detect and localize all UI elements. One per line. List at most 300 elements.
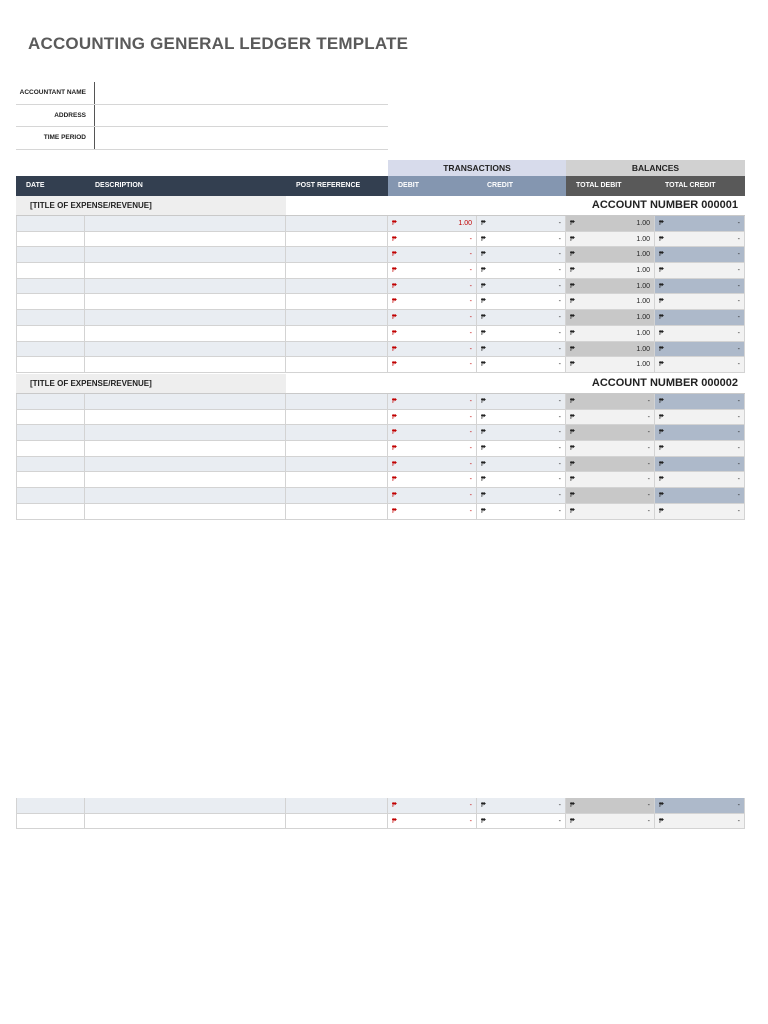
- peso-sign: ₱: [392, 220, 397, 227]
- column-group-header: [16, 160, 745, 176]
- date-cell[interactable]: [16, 504, 85, 519]
- credit-cell[interactable]: [477, 279, 566, 294]
- peso-sign: ₱: [570, 329, 575, 337]
- description-cell[interactable]: [85, 279, 286, 294]
- debit-cell[interactable]: [388, 310, 477, 325]
- date-cell[interactable]: [16, 263, 85, 278]
- table-row: [16, 425, 745, 441]
- table-row: [16, 357, 745, 373]
- debit-cell-value: -: [469, 507, 472, 515]
- total-debit-cell[interactable]: [566, 410, 655, 425]
- peso-sign: ₱: [392, 460, 397, 468]
- total-credit-cell-value: -: [737, 398, 740, 405]
- total-debit-cell-value: 1.00: [636, 329, 650, 337]
- column-header-row: [16, 176, 745, 196]
- section-title-row: [16, 196, 745, 216]
- credit-cell-value: -: [558, 282, 561, 290]
- date-cell[interactable]: [16, 279, 85, 294]
- total-debit-cell-value: -: [647, 413, 650, 421]
- credit-cell[interactable]: [477, 488, 566, 503]
- debit-cell-value: -: [469, 817, 472, 825]
- date-cell[interactable]: [16, 410, 85, 425]
- credit-cell[interactable]: [477, 425, 566, 440]
- column-header-description[interactable]: DESCRIPTION: [85, 176, 286, 196]
- post-reference-cell[interactable]: [286, 357, 388, 372]
- peso-sign: ₱: [570, 507, 575, 515]
- total-credit-cell[interactable]: [655, 342, 745, 357]
- debit-cell-value: -: [469, 329, 472, 337]
- post-reference-cell[interactable]: [286, 247, 388, 262]
- peso-sign: ₱: [570, 802, 575, 809]
- total-debit-cell-value: 1.00: [636, 282, 650, 290]
- date-cell[interactable]: [16, 441, 85, 456]
- post-reference-cell[interactable]: [286, 457, 388, 472]
- debit-cell[interactable]: [388, 326, 477, 341]
- table-row: [16, 294, 745, 310]
- table-row: [16, 394, 745, 410]
- debit-cell[interactable]: [388, 457, 477, 472]
- credit-cell[interactable]: [477, 216, 566, 231]
- table-row: [16, 472, 745, 488]
- total-credit-cell[interactable]: [655, 310, 745, 325]
- total-credit-cell[interactable]: [655, 326, 745, 341]
- peso-sign: ₱: [659, 220, 664, 227]
- total-credit-cell-value: -: [737, 817, 740, 825]
- peso-sign: ₱: [481, 413, 486, 421]
- peso-sign: ₱: [570, 429, 575, 437]
- peso-sign: ₱: [570, 460, 575, 468]
- total-debit-cell-value: -: [647, 429, 650, 437]
- peso-sign: ₱: [570, 413, 575, 421]
- total-credit-cell-value: -: [737, 361, 740, 369]
- peso-sign: ₱: [659, 507, 664, 515]
- peso-sign: ₱: [659, 476, 664, 484]
- date-cell[interactable]: [16, 457, 85, 472]
- credit-cell-value: -: [558, 329, 561, 337]
- peso-sign: ₱: [481, 398, 486, 405]
- peso-sign: ₱: [481, 220, 486, 227]
- column-header-total-debit[interactable]: TOTAL DEBIT: [566, 176, 655, 196]
- credit-cell[interactable]: [477, 472, 566, 487]
- ledger-section: [16, 374, 745, 520]
- description-cell[interactable]: [85, 232, 286, 247]
- peso-sign: ₱: [392, 251, 397, 259]
- peso-sign: ₱: [481, 460, 486, 468]
- post-reference-cell[interactable]: [286, 310, 388, 325]
- total-debit-cell[interactable]: [566, 357, 655, 372]
- description-cell[interactable]: [85, 326, 286, 341]
- credit-cell-value: -: [558, 345, 561, 353]
- date-cell[interactable]: [16, 472, 85, 487]
- description-cell[interactable]: [85, 441, 286, 456]
- debit-cell[interactable]: [388, 357, 477, 372]
- description-cell[interactable]: [85, 425, 286, 440]
- total-debit-cell-value: -: [647, 476, 650, 484]
- peso-sign: ₱: [659, 361, 664, 369]
- column-header-date[interactable]: DATE: [16, 176, 85, 196]
- description-cell[interactable]: [85, 394, 286, 409]
- peso-sign: ₱: [481, 235, 486, 243]
- total-credit-cell[interactable]: [655, 441, 745, 456]
- debit-cell-value: -: [469, 429, 472, 437]
- description-cell[interactable]: [85, 310, 286, 325]
- debit-cell[interactable]: [388, 247, 477, 262]
- total-credit-cell-value: -: [737, 298, 740, 306]
- peso-sign: ₱: [392, 413, 397, 421]
- credit-cell[interactable]: [477, 814, 566, 829]
- post-reference-cell[interactable]: [286, 425, 388, 440]
- post-reference-cell[interactable]: [286, 216, 388, 231]
- total-debit-cell[interactable]: [566, 472, 655, 487]
- post-reference-cell[interactable]: [286, 342, 388, 357]
- credit-cell-value: -: [558, 429, 561, 437]
- total-credit-cell[interactable]: [655, 457, 745, 472]
- peso-sign: ₱: [659, 445, 664, 453]
- total-debit-cell[interactable]: [566, 326, 655, 341]
- post-reference-cell[interactable]: [286, 326, 388, 341]
- total-debit-cell-value: 1.00: [636, 314, 650, 322]
- total-credit-cell-value: -: [737, 429, 740, 437]
- total-debit-cell-value: -: [647, 817, 650, 825]
- description-cell[interactable]: [85, 504, 286, 519]
- credit-cell[interactable]: [477, 441, 566, 456]
- total-debit-cell-value: 1.00: [636, 251, 650, 259]
- total-debit-cell-value: -: [647, 507, 650, 515]
- total-credit-cell[interactable]: [655, 263, 745, 278]
- credit-cell[interactable]: [477, 342, 566, 357]
- date-cell[interactable]: [16, 488, 85, 503]
- total-debit-cell[interactable]: [566, 216, 655, 231]
- time-period-field[interactable]: [95, 127, 388, 149]
- total-debit-cell[interactable]: [566, 488, 655, 503]
- address-field[interactable]: [95, 105, 388, 126]
- description-cell[interactable]: [85, 814, 286, 829]
- peso-sign: ₱: [659, 460, 664, 468]
- date-cell[interactable]: [16, 814, 85, 829]
- peso-sign: ₱: [570, 492, 575, 500]
- total-debit-cell[interactable]: [566, 247, 655, 262]
- total-credit-cell-value: -: [737, 329, 740, 337]
- credit-cell[interactable]: [477, 263, 566, 278]
- credit-cell[interactable]: [477, 394, 566, 409]
- total-debit-cell-value: 1.00: [636, 298, 650, 306]
- peso-sign: ₱: [481, 329, 486, 337]
- total-credit-cell-value: -: [737, 476, 740, 484]
- peso-sign: ₱: [481, 298, 486, 306]
- description-cell[interactable]: [85, 294, 286, 309]
- description-cell[interactable]: [85, 457, 286, 472]
- column-header-post-reference[interactable]: POST REFERENCE: [286, 176, 388, 196]
- peso-sign: ₱: [659, 314, 664, 322]
- total-credit-cell[interactable]: [655, 425, 745, 440]
- credit-cell[interactable]: [477, 247, 566, 262]
- peso-sign: ₱: [570, 476, 575, 484]
- total-credit-cell-value: -: [737, 802, 740, 809]
- peso-sign: ₱: [392, 817, 397, 825]
- date-cell[interactable]: [16, 394, 85, 409]
- total-debit-cell[interactable]: [566, 814, 655, 829]
- total-credit-cell[interactable]: [655, 488, 745, 503]
- date-cell[interactable]: [16, 798, 85, 813]
- credit-cell-value: -: [558, 413, 561, 421]
- debit-cell-value: -: [469, 445, 472, 453]
- total-credit-cell[interactable]: [655, 394, 745, 409]
- table-row: [16, 247, 745, 263]
- debit-cell[interactable]: [388, 394, 477, 409]
- peso-sign: ₱: [392, 235, 397, 243]
- total-debit-cell[interactable]: [566, 232, 655, 247]
- total-debit-cell[interactable]: [566, 441, 655, 456]
- total-credit-cell[interactable]: [655, 798, 745, 813]
- credit-cell[interactable]: [477, 294, 566, 309]
- credit-cell[interactable]: [477, 310, 566, 325]
- peso-sign: ₱: [570, 345, 575, 353]
- debit-cell[interactable]: [388, 410, 477, 425]
- debit-cell[interactable]: [388, 263, 477, 278]
- credit-cell[interactable]: [477, 410, 566, 425]
- credit-cell-value: -: [558, 267, 561, 275]
- credit-cell-value: -: [558, 445, 561, 453]
- total-debit-cell-value: -: [647, 398, 650, 405]
- column-header-credit[interactable]: CREDIT: [477, 176, 566, 196]
- peso-sign: ₱: [392, 282, 397, 290]
- credit-cell[interactable]: [477, 326, 566, 341]
- debit-cell[interactable]: [388, 504, 477, 519]
- date-cell[interactable]: [16, 357, 85, 372]
- total-debit-cell[interactable]: [566, 279, 655, 294]
- post-reference-cell[interactable]: [286, 263, 388, 278]
- description-cell[interactable]: [85, 263, 286, 278]
- description-cell[interactable]: [85, 357, 286, 372]
- peso-sign: ₱: [392, 361, 397, 369]
- total-credit-cell[interactable]: [655, 410, 745, 425]
- description-cell[interactable]: [85, 410, 286, 425]
- table-row: [16, 232, 745, 248]
- peso-sign: ₱: [570, 361, 575, 369]
- debit-cell[interactable]: [388, 342, 477, 357]
- date-cell[interactable]: [16, 247, 85, 262]
- credit-cell-value: -: [558, 460, 561, 468]
- post-reference-cell[interactable]: [286, 441, 388, 456]
- ledger-section: [16, 196, 745, 373]
- credit-cell[interactable]: [477, 357, 566, 372]
- peso-sign: ₱: [392, 398, 397, 405]
- peso-sign: ₱: [392, 314, 397, 322]
- balances-group-header: BALANCES: [566, 160, 745, 176]
- table-row: [16, 310, 745, 326]
- debit-cell-value: -: [469, 251, 472, 259]
- post-reference-cell[interactable]: [286, 232, 388, 247]
- credit-cell[interactable]: [477, 798, 566, 813]
- debit-cell[interactable]: [388, 425, 477, 440]
- total-debit-cell-value: -: [647, 802, 650, 809]
- description-cell[interactable]: [85, 472, 286, 487]
- peso-sign: ₱: [481, 345, 486, 353]
- total-debit-cell[interactable]: [566, 310, 655, 325]
- total-credit-cell[interactable]: [655, 814, 745, 829]
- total-credit-cell-value: -: [737, 235, 740, 243]
- total-debit-cell-value: 1.00: [636, 235, 650, 243]
- debit-cell-value: -: [469, 298, 472, 306]
- total-credit-cell-value: -: [737, 251, 740, 259]
- credit-cell-value: -: [558, 802, 561, 809]
- post-reference-cell[interactable]: [286, 488, 388, 503]
- date-cell[interactable]: [16, 326, 85, 341]
- debit-cell[interactable]: [388, 814, 477, 829]
- date-cell[interactable]: [16, 232, 85, 247]
- peso-sign: ₱: [392, 267, 397, 275]
- account-number[interactable]: ACCOUNT NUMBER 000002: [591, 377, 738, 389]
- total-credit-cell-value: -: [737, 220, 740, 227]
- total-debit-cell[interactable]: [566, 457, 655, 472]
- peso-sign: ₱: [481, 802, 486, 809]
- table-row: [16, 410, 745, 426]
- description-cell[interactable]: [85, 216, 286, 231]
- total-credit-cell[interactable]: [655, 357, 745, 372]
- debit-cell[interactable]: [388, 216, 477, 231]
- post-reference-cell[interactable]: [286, 294, 388, 309]
- date-cell[interactable]: [16, 216, 85, 231]
- debit-cell[interactable]: [388, 472, 477, 487]
- expense-revenue-title[interactable]: [TITLE OF EXPENSE/REVENUE]: [16, 196, 286, 215]
- total-debit-cell[interactable]: [566, 798, 655, 813]
- description-cell[interactable]: [85, 488, 286, 503]
- total-debit-cell[interactable]: [566, 425, 655, 440]
- peso-sign: ₱: [659, 802, 664, 809]
- debit-cell-value: -: [469, 361, 472, 369]
- debit-cell-value: 1.00: [458, 220, 472, 227]
- accountant-name-row: [16, 82, 388, 105]
- date-cell[interactable]: [16, 425, 85, 440]
- column-header-total-credit[interactable]: TOTAL CREDIT: [655, 176, 745, 196]
- peso-sign: ₱: [481, 445, 486, 453]
- description-cell[interactable]: [85, 247, 286, 262]
- date-cell[interactable]: [16, 310, 85, 325]
- credit-cell-value: -: [558, 251, 561, 259]
- total-debit-cell-value: 1.00: [636, 220, 650, 227]
- accountant-name-field[interactable]: [95, 82, 388, 104]
- peso-sign: ₱: [659, 429, 664, 437]
- table-row: [16, 279, 745, 295]
- post-reference-cell[interactable]: [286, 410, 388, 425]
- debit-cell[interactable]: [388, 488, 477, 503]
- description-cell[interactable]: [85, 342, 286, 357]
- debit-cell[interactable]: [388, 441, 477, 456]
- total-credit-cell[interactable]: [655, 294, 745, 309]
- total-debit-cell[interactable]: [566, 263, 655, 278]
- column-header-debit[interactable]: DEBIT: [388, 176, 477, 196]
- debit-cell[interactable]: [388, 294, 477, 309]
- date-cell[interactable]: [16, 294, 85, 309]
- total-credit-cell[interactable]: [655, 504, 745, 519]
- total-debit-cell[interactable]: [566, 342, 655, 357]
- post-reference-cell[interactable]: [286, 798, 388, 813]
- total-credit-cell-value: -: [737, 492, 740, 500]
- total-credit-cell-value: -: [737, 445, 740, 453]
- total-credit-cell[interactable]: [655, 472, 745, 487]
- total-debit-cell[interactable]: [566, 294, 655, 309]
- total-credit-cell[interactable]: [655, 247, 745, 262]
- peso-sign: ₱: [659, 413, 664, 421]
- total-credit-cell-value: -: [737, 460, 740, 468]
- total-credit-cell[interactable]: [655, 279, 745, 294]
- peso-sign: ₱: [570, 817, 575, 825]
- debit-cell-value: -: [469, 267, 472, 275]
- peso-sign: ₱: [392, 476, 397, 484]
- account-number[interactable]: ACCOUNT NUMBER 000001: [591, 199, 738, 211]
- debit-cell-value: -: [469, 314, 472, 322]
- peso-sign: ₱: [392, 802, 397, 809]
- peso-sign: ₱: [570, 445, 575, 453]
- peso-sign: ₱: [392, 329, 397, 337]
- total-debit-cell-value: 1.00: [636, 267, 650, 275]
- time-period-label: TIME PERIOD: [16, 127, 95, 149]
- total-debit-cell[interactable]: [566, 504, 655, 519]
- post-reference-cell[interactable]: [286, 279, 388, 294]
- peso-sign: ₱: [392, 429, 397, 437]
- peso-sign: ₱: [570, 251, 575, 259]
- credit-cell-value: -: [558, 492, 561, 500]
- peso-sign: ₱: [570, 282, 575, 290]
- post-reference-cell[interactable]: [286, 504, 388, 519]
- peso-sign: ₱: [570, 398, 575, 405]
- debit-cell-value: -: [469, 345, 472, 353]
- credit-cell[interactable]: [477, 232, 566, 247]
- peso-sign: ₱: [659, 267, 664, 275]
- peso-sign: ₱: [392, 445, 397, 453]
- expense-revenue-title[interactable]: [TITLE OF EXPENSE/REVENUE]: [16, 374, 286, 393]
- credit-cell[interactable]: [477, 504, 566, 519]
- peso-sign: ₱: [481, 361, 486, 369]
- peso-sign: ₱: [481, 476, 486, 484]
- table-row: [16, 488, 745, 504]
- post-reference-cell[interactable]: [286, 814, 388, 829]
- date-cell[interactable]: [16, 342, 85, 357]
- debit-cell-value: -: [469, 413, 472, 421]
- debit-cell[interactable]: [388, 798, 477, 813]
- accountant-name-label: ACCOUNTANT NAME: [16, 82, 95, 104]
- peso-sign: ₱: [659, 298, 664, 306]
- credit-cell-value: -: [558, 314, 561, 322]
- credit-cell-value: -: [558, 361, 561, 369]
- total-credit-cell[interactable]: [655, 216, 745, 231]
- description-cell[interactable]: [85, 798, 286, 813]
- debit-cell-value: -: [469, 282, 472, 290]
- peso-sign: ₱: [481, 267, 486, 275]
- address-label: ADDRESS: [16, 105, 95, 126]
- total-debit-cell[interactable]: [566, 394, 655, 409]
- post-reference-cell[interactable]: [286, 472, 388, 487]
- total-credit-cell-value: -: [737, 282, 740, 290]
- credit-cell-value: -: [558, 476, 561, 484]
- debit-cell[interactable]: [388, 232, 477, 247]
- transactions-group-header: TRANSACTIONS: [388, 160, 566, 176]
- debit-cell-value: -: [469, 802, 472, 809]
- credit-cell-value: -: [558, 507, 561, 515]
- post-reference-cell[interactable]: [286, 394, 388, 409]
- total-credit-cell-value: -: [737, 314, 740, 322]
- peso-sign: ₱: [659, 345, 664, 353]
- debit-cell[interactable]: [388, 279, 477, 294]
- credit-cell[interactable]: [477, 457, 566, 472]
- peso-sign: ₱: [481, 314, 486, 322]
- credit-cell-value: -: [558, 220, 561, 227]
- peso-sign: ₱: [570, 220, 575, 227]
- total-credit-cell[interactable]: [655, 232, 745, 247]
- address-row: [16, 105, 388, 127]
- time-period-row: [16, 127, 388, 150]
- table-row: [16, 342, 745, 358]
